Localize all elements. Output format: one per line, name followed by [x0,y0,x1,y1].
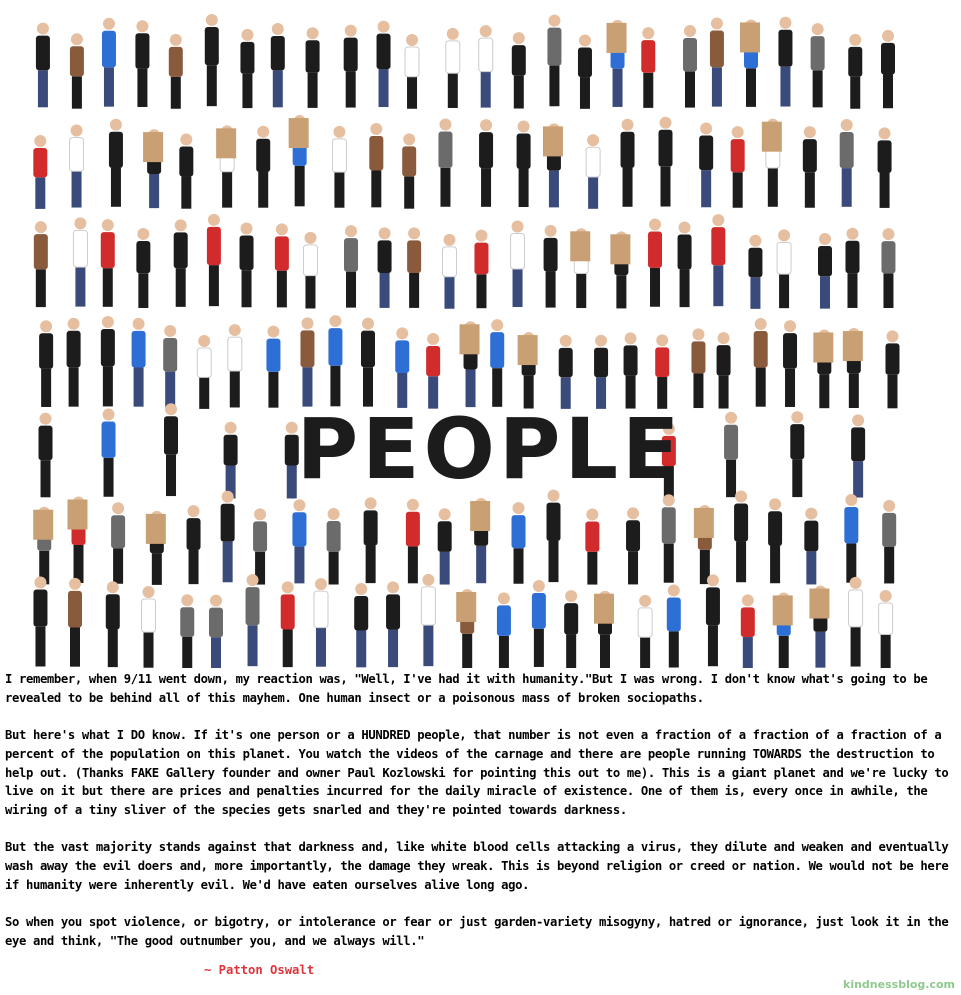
person-figure [655,334,669,408]
person-figure [142,586,156,668]
person-figure [292,499,306,583]
person-figure [878,127,892,208]
person-figure [694,505,714,584]
person-figure [570,228,590,308]
person-figure [402,133,416,208]
cardboard-box [33,510,53,540]
person-figure [240,223,254,308]
person-figure [395,327,409,408]
person-figure [586,134,600,209]
person-figure [407,227,421,308]
person-figure [361,318,375,407]
person-figure [271,23,285,107]
person-figure [610,231,630,308]
person-figure [845,228,859,308]
person-figure [479,25,493,108]
person-figure [740,19,760,106]
cardboard-box [740,22,760,52]
person-figure [205,14,219,106]
person-figure [314,578,328,667]
person-figure [224,422,238,499]
person-figure [146,511,166,585]
person-figure [512,502,526,584]
person-figure [102,18,116,107]
person-figure [109,119,123,207]
person-figure [132,318,146,407]
person-figure [377,21,391,107]
person-figure [497,592,511,668]
person-figure [790,411,804,497]
person-figure [844,494,858,583]
person-figure [734,491,748,583]
person-figure [179,133,193,208]
person-figure [36,23,50,108]
quote-text [5,670,955,969]
person-figure [662,494,676,583]
person-figure [216,125,236,207]
cardboard-box [570,231,590,261]
person-figure [136,228,150,308]
person-figure [546,490,560,583]
person-figure [773,592,793,668]
person-figure [169,34,183,109]
person-figure [470,498,490,583]
person-figure [180,594,194,668]
person-figure [68,578,82,667]
person-figure [135,20,149,107]
person-figure [327,508,341,584]
person-figure [106,581,120,667]
person-figure [460,321,480,407]
person-figure [344,25,358,108]
person-figure [111,502,125,583]
person-figure [253,508,267,584]
person-figure [667,585,681,668]
person-figure [33,507,53,585]
person-figure [101,219,115,307]
person-figure [438,508,452,584]
person-figure [143,129,163,208]
person-figure [710,18,724,107]
person-figure [512,32,526,108]
person-figure [748,235,762,309]
person-figure [174,219,188,306]
quote-attribution: ~ Patton Oswalt [204,963,315,977]
person-figure [332,126,346,208]
person-figure [442,234,456,309]
person-figure [803,126,817,208]
person-figure [641,27,655,108]
person-figure [479,119,493,207]
person-figure [783,320,797,407]
person-figure [68,497,88,583]
person-figure [607,20,627,107]
person-figure [101,316,115,406]
person-figure [626,507,640,584]
person-figure [281,581,295,667]
person-figure [777,229,791,308]
cardboard-box [470,501,490,531]
person-figure [209,595,223,668]
cardboard-box [216,128,236,158]
cardboard-box [594,594,614,624]
person-figure [762,119,782,207]
person-figure [221,491,235,582]
person-figure [638,595,652,668]
person-figure [881,228,895,308]
person-figure [879,590,893,668]
person-figure [809,586,829,668]
cardboard-box [773,595,793,625]
person-figure [187,505,201,584]
person-figure [289,115,309,206]
person-figure [474,230,488,309]
person-figure [426,333,440,409]
person-figure [164,403,178,496]
person-figure [564,590,578,668]
person-figure [804,508,818,585]
person-figure [490,319,504,407]
person-figure [306,27,320,108]
person-figure [811,23,825,107]
person-figure [300,317,314,406]
person-figure [275,223,289,307]
person-figure [699,122,713,207]
person-figure [518,332,538,408]
person-figure [73,217,87,306]
person-figure [840,119,854,207]
person-figure [843,328,863,408]
cardboard-box [694,508,714,538]
cardboard-box [460,324,480,354]
cardboard-box [543,126,563,156]
person-figure [544,225,558,308]
site-watermark: kindnessblog.com [843,978,955,991]
cardboard-box [518,335,538,365]
person-figure [706,574,720,666]
person-figure [578,34,592,108]
cardboard-box [68,500,88,530]
person-figure [813,330,833,409]
cardboard-box [843,331,863,361]
person-figure [594,335,608,409]
quote-paragraph-4: So when you spot violence, or bigotry, or intolerance or fear or just garden-variety misogyny, hatred or ignorance, just look it in the eye and think, "The good outnumber you, and we always will." [5,915,949,948]
quote-paragraph-3: But the vast majority stands against that darkness and, like white blood cells attacking a virus, they dilute and weaken and eventually wash away the evil doers and, more importantly, the damage they wreak. This is beyond religion or creed or nation. We would not be here if humanity were inherently evil. We'd have eaten ourselves alive long ago. [5,840,949,892]
person-figure [406,499,420,584]
person-figure [344,225,358,308]
person-figure [851,414,865,497]
person-figure [621,119,635,207]
person-figure [446,28,460,108]
person-figure [678,221,692,307]
person-figure [328,315,342,406]
quote-paragraph-1: I remember, when 9/11 went down, my reaction was, "Well, I've had it with humanity."But I was wrong. I don't know what's going to be revealed to be behind all of this mayhem. One human insect or a poisonous mass of broken sociopaths. [5,672,928,705]
person-figure [34,221,48,307]
person-figure [594,591,614,668]
person-figure [511,220,525,307]
quote-paragraph-2: But here's what I DO know. If it's one person or a HUNDRED people, that number is not even a fraction of a fraction of a fraction of a percent of the population on this planet. You watch the videos of the carnage and there are people running TOWARDS the destruction to help out. (Thanks FAKE Gallery founder and owner Paul Kozlowski for pointing this out to me). This is a giant planet and we're lucky to live on it but there are prices and penalties incurred for the daily miracle of existence. One of them is, every once in awhile, the wiring of a tiny sliver of the species gets snarled and they're pointed towards darkness. [5,728,949,817]
person-figure [364,497,378,583]
person-figure [228,324,242,407]
person-figure [33,577,47,667]
person-figure [266,326,280,408]
person-figure [818,233,832,309]
person-figure [658,117,672,207]
people-word: PEOPLE [296,400,684,498]
person-figure [849,577,863,667]
person-figure [585,508,599,584]
person-figure [731,126,745,208]
cardboard-box [809,589,829,619]
person-figure [724,412,738,497]
person-figure [848,34,862,109]
person-figure [717,332,731,408]
person-figure [543,123,563,207]
person-figure [303,232,317,309]
person-figure [70,124,84,207]
person-figure [256,126,270,208]
person-figure [754,318,768,407]
person-figure [881,30,895,108]
person-figure [70,33,84,108]
person-figure [246,574,260,666]
person-figure [33,135,47,209]
person-figure [648,218,662,306]
person-figure [683,25,697,108]
person-figure [691,328,705,408]
person-figure [197,335,211,409]
cardboard-box [607,23,627,53]
person-figure [240,29,254,108]
cardboard-box [289,118,309,148]
person-figure [559,335,573,409]
person-figure [67,318,81,407]
person-figure [378,227,392,307]
person-figure [885,330,899,408]
person-figure [163,325,177,408]
person-figure [421,574,435,666]
cardboard-box [610,234,630,264]
person-figure [405,34,419,109]
person-figure [741,594,755,668]
person-figure [711,214,725,306]
person-figure [39,413,53,498]
person-figure [438,118,452,206]
person-figure [624,332,638,408]
cardboard-box [143,132,163,162]
cardboard-box [146,514,166,544]
person-figure [207,214,221,306]
cardboard-box [762,122,782,152]
person-figure [768,498,782,583]
person-figure [369,123,383,207]
person-figure [456,589,476,668]
person-figure [882,500,896,584]
cardboard-box [813,333,833,363]
person-figure [39,320,53,407]
person-figure [354,583,368,667]
person-figure [532,580,546,667]
person-figure [778,17,792,107]
cardboard-box [456,592,476,622]
person-figure [102,409,116,497]
person-figure [517,121,531,208]
person-figure [547,15,561,107]
person-figure [386,581,400,667]
crowd-figures [33,14,899,668]
